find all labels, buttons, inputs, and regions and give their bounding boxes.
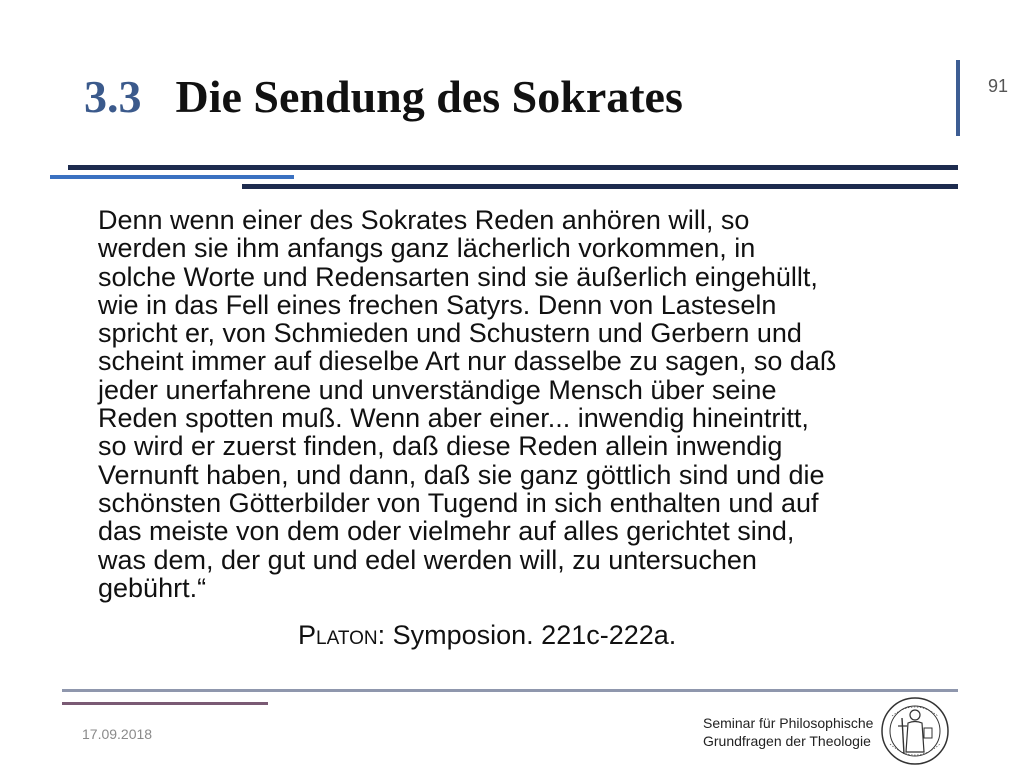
footer-rule bbox=[62, 689, 958, 692]
quote-line: was dem, der gut und edel werden will, zu untersuchen bbox=[98, 544, 757, 575]
quote-text bbox=[98, 206, 968, 602]
footer-date: 17.09.2018 bbox=[82, 726, 153, 742]
quote-line: wie in das Fell eines frechen Satyrs. Denn von Lasteseln bbox=[98, 289, 777, 320]
quote-line: solche Worte und Redensarten sind sie äußerlich eingehüllt, bbox=[98, 261, 818, 292]
quote-citation bbox=[298, 620, 676, 651]
quote-line: gebührt.“ bbox=[98, 572, 207, 603]
header-rule-accent bbox=[50, 175, 294, 179]
page-number: 91 bbox=[988, 76, 1009, 96]
quote-line: jeder unerfahrene und unverständige Mensch über seine bbox=[98, 374, 777, 405]
quote-line: schönsten Götterbilder von Tugend in sich enthalten und auf bbox=[98, 487, 819, 518]
quote-line: Reden spotten muß. Wenn aber einer... inwendig hineintritt, bbox=[98, 403, 809, 434]
university-seal-icon bbox=[880, 696, 950, 766]
quote-line: so wird er zuerst finden, daß diese Reden allein inwendig bbox=[98, 431, 783, 462]
quote-line: scheint immer auf dieselbe Art nur dasselbe zu sagen, so daß bbox=[98, 346, 837, 377]
header-rule-top bbox=[68, 165, 958, 170]
header-rule-bottom bbox=[242, 184, 958, 189]
quote-line: werden sie ihm anfangs ganz lächerlich vorkommen, in bbox=[98, 233, 756, 264]
quote-line: Vernunft haben, und dann, daß sie ganz göttlich sind und die bbox=[98, 459, 825, 490]
citation-author: Platon bbox=[298, 620, 378, 650]
title-text: Die Sendung des Sokrates bbox=[175, 71, 683, 122]
quote-line: Denn wenn einer des Sokrates Reden anhören will, so bbox=[98, 205, 750, 235]
institute-line-2: Grundfragen der Theologie bbox=[703, 733, 871, 749]
institute-line-1: Seminar für Philosophische bbox=[703, 715, 874, 731]
footer-institute bbox=[703, 714, 873, 750]
citation-source: : Symposion. 221c-222a. bbox=[377, 620, 677, 650]
slide-title bbox=[84, 70, 683, 123]
header-vertical-divider bbox=[956, 60, 960, 136]
footer-rule-accent bbox=[62, 702, 268, 705]
quote-line: das meiste von dem oder vielmehr auf alles gerichtet sind, bbox=[98, 516, 795, 547]
quote-line: spricht er, von Schmieden und Schustern und Gerbern und bbox=[98, 318, 802, 349]
section-number: 3.3 bbox=[84, 71, 142, 122]
